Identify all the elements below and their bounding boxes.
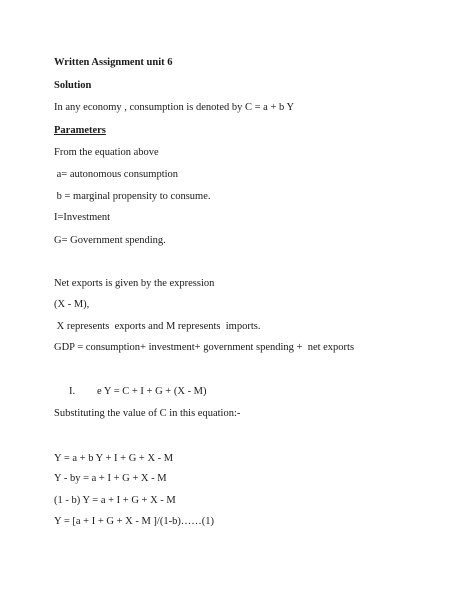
main-equation: e Y = C + I + G + (X - M) [97, 386, 207, 397]
equation-step-3: (1 - b) Y = a + I + G + X - M [54, 495, 176, 506]
param-g: G= Government spending. [54, 235, 166, 246]
from-equation-text: From the equation above [54, 147, 159, 158]
xm-expression: (X - M), [54, 299, 90, 310]
param-i: I=Investment [54, 212, 111, 223]
solution-heading: Solution [54, 80, 92, 91]
xm-description: X represents exports and M represents imports. [54, 321, 261, 332]
parameters-heading: Parameters [54, 125, 106, 136]
equation-step-2: Y - by = a + I + G + X - M [54, 473, 167, 484]
equation-step-4: Y = [a + I + G + X - M ]/(1-b)……(1) [54, 516, 215, 527]
equation-number: I. [69, 386, 76, 397]
document-title: Written Assignment unit 6 [54, 57, 173, 68]
gdp-text: GDP = consumption+ investment+ government spending + net exports [54, 342, 355, 353]
param-b: b = marginal propensity to consume. [54, 191, 211, 202]
equation-step-1: Y = a + b Y + I + G + X - M [54, 453, 174, 464]
intro-text: In any economy , consumption is denoted by C = a + b Y [54, 102, 295, 113]
net-exports-text: Net exports is given by the expression [54, 278, 215, 289]
substituting-text: Substituting the value of C in this equation:- [54, 408, 241, 419]
param-a: a= autonomous consumption [54, 169, 179, 180]
